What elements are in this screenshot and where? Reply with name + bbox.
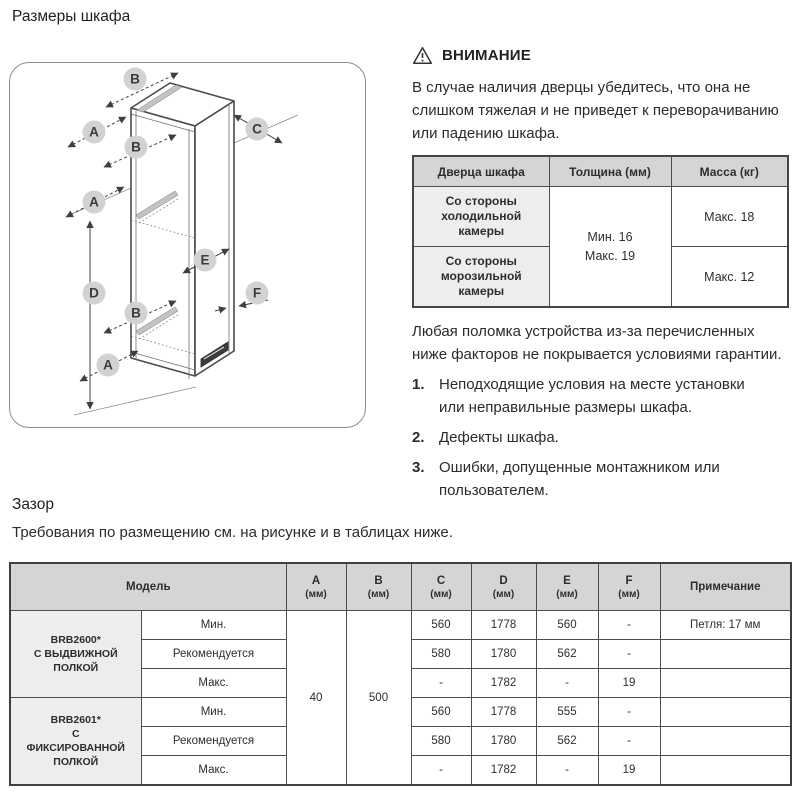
cabinet-body [131,83,234,376]
clearance-header-row [10,563,791,611]
list-item-number: 1. [412,376,425,393]
mass-cell-fridge: Макс. 18 [671,187,788,247]
door-table [412,155,789,308]
dim-label-e [194,249,217,272]
dim-header-f: F (мм) [598,563,660,611]
page-title: Размеры шкафа [12,8,131,25]
dim-cell-f: - [598,640,660,669]
warranty-note: Любая поломка устройства из-за перечисленных ниже факторов не покрывается условиями гарантии. [412,323,782,363]
list-item-text: Неподходящие условия на месте установки или неправильные размеры шкафа. [439,376,745,416]
door-cell-freezer: Со стороны морозильной камеры [413,247,549,308]
row-label: Мин. [141,698,286,727]
model-header: Модель [10,563,286,611]
dim-label-d [83,282,106,305]
door-table-header-row [413,156,788,187]
dim-cell-e: 555 [536,698,598,727]
warning-triangle-icon [412,46,433,65]
warranty-list-item [412,456,790,502]
warning-title: ВНИМАНИЕ [442,47,531,64]
dim-header-a: A (мм) [286,563,346,611]
dim-cell-f: - [598,727,660,756]
clearance-intro: Требования по размещению см. на рисунке и в таблицах ниже. [12,524,453,541]
list-item-number: 2. [412,429,425,446]
door-cell-fridge: Со стороны холодильной камеры [413,187,549,247]
svg-text:B: B [131,305,141,321]
model-cell-brb2600: BRB2600* С ВЫДВИЖНОЙ ПОЛКОЙ [10,611,141,698]
svg-text:A: A [103,357,113,373]
mass-cell-freezer: Макс. 12 [671,247,788,308]
dim-label-f [246,282,269,305]
note-cell [660,698,791,727]
dim-cell-d: 1780 [471,727,536,756]
dim-label-a-bottom [97,354,120,377]
warning-header [412,46,790,65]
dim-cell-e: - [536,756,598,786]
note-header: Примечание [660,563,791,611]
warranty-list-item [412,426,790,449]
dim-cell-c: 580 [411,727,471,756]
note-cell [660,727,791,756]
dim-label-b-bottom [125,302,148,325]
dim-header-c: C (мм) [411,563,471,611]
dim-cell-d: 1778 [471,698,536,727]
clearance-table [9,562,792,786]
svg-text:A: A [89,194,99,210]
thickness-col-header: Толщина (мм) [549,156,671,187]
dim-cell-c: 560 [411,698,471,727]
dim-label-b-top [124,68,147,91]
note-cell [660,756,791,786]
row-label: Мин. [141,611,286,640]
list-item-text: Дефекты шкафа. [439,429,559,446]
warning-section [412,46,790,502]
dim-header-d: D (мм) [471,563,536,611]
dim-label-c [246,118,269,141]
mass-col-header: Масса (кг) [671,156,788,187]
dim-cell-c: - [411,756,471,786]
note-cell: Петля: 17 мм [660,611,791,640]
svg-text:E: E [200,252,210,268]
dim-cell-c: 560 [411,611,471,640]
table-row [10,611,791,640]
dim-header-b: B (мм) [346,563,411,611]
dim-cell-a-shared: 40 [286,611,346,786]
svg-text:B: B [131,139,141,155]
row-label: Макс. [141,756,286,786]
dim-cell-e: 562 [536,640,598,669]
dim-cell-f: 19 [598,669,660,698]
model-cell-brb2601: BRB2601* С ФИКСИРОВАННОЙ ПОЛКОЙ [10,698,141,786]
warranty-list-item [412,373,790,419]
warning-intro: В случае наличия дверцы убедитесь, что она не слишком тяжелая и не приведет к переворачиванию или падению шкафа. [412,79,779,142]
dim-cell-b-shared: 500 [346,611,411,786]
clearance-heading: Зазор [12,496,54,513]
dim-cell-f: - [598,698,660,727]
dim-cell-e: - [536,669,598,698]
svg-text:D: D [89,285,99,301]
cabinet-diagram-panel [9,62,366,428]
warranty-list [412,373,790,502]
dim-label-a-upper [83,121,106,144]
dim-cell-f: 19 [598,756,660,786]
dim-label-a-middle [83,191,106,214]
svg-text:B: B [130,71,140,87]
dim-cell-c: 580 [411,640,471,669]
dim-cell-d: 1778 [471,611,536,640]
row-label: Рекомендуется [141,640,286,669]
row-label: Рекомендуется [141,727,286,756]
dim-cell-e: 562 [536,727,598,756]
dim-cell-d: 1780 [471,640,536,669]
note-cell [660,640,791,669]
list-item-text: Ошибки, допущенные монтажником или пользователем. [439,459,720,499]
dim-cell-d: 1782 [471,669,536,698]
door-col-header: Дверца шкафа [413,156,549,187]
door-table-row-fridge [413,187,788,247]
row-label: Макс. [141,669,286,698]
list-item-number: 3. [412,459,425,476]
svg-text:C: C [252,121,262,137]
dim-header-e: E (мм) [536,563,598,611]
svg-text:F: F [252,285,262,301]
dim-cell-f: - [598,611,660,640]
thickness-cell [549,187,671,308]
dim-label-b-middle [125,136,148,159]
dim-cell-c: - [411,669,471,698]
thickness-max: Макс. 19 [584,248,636,263]
dim-cell-d: 1782 [471,756,536,786]
note-cell [660,669,791,698]
thickness-min: Мин. 16 [587,229,633,244]
dim-cell-e: 560 [536,611,598,640]
cabinet-diagram [10,63,364,426]
svg-text:A: A [89,124,99,140]
